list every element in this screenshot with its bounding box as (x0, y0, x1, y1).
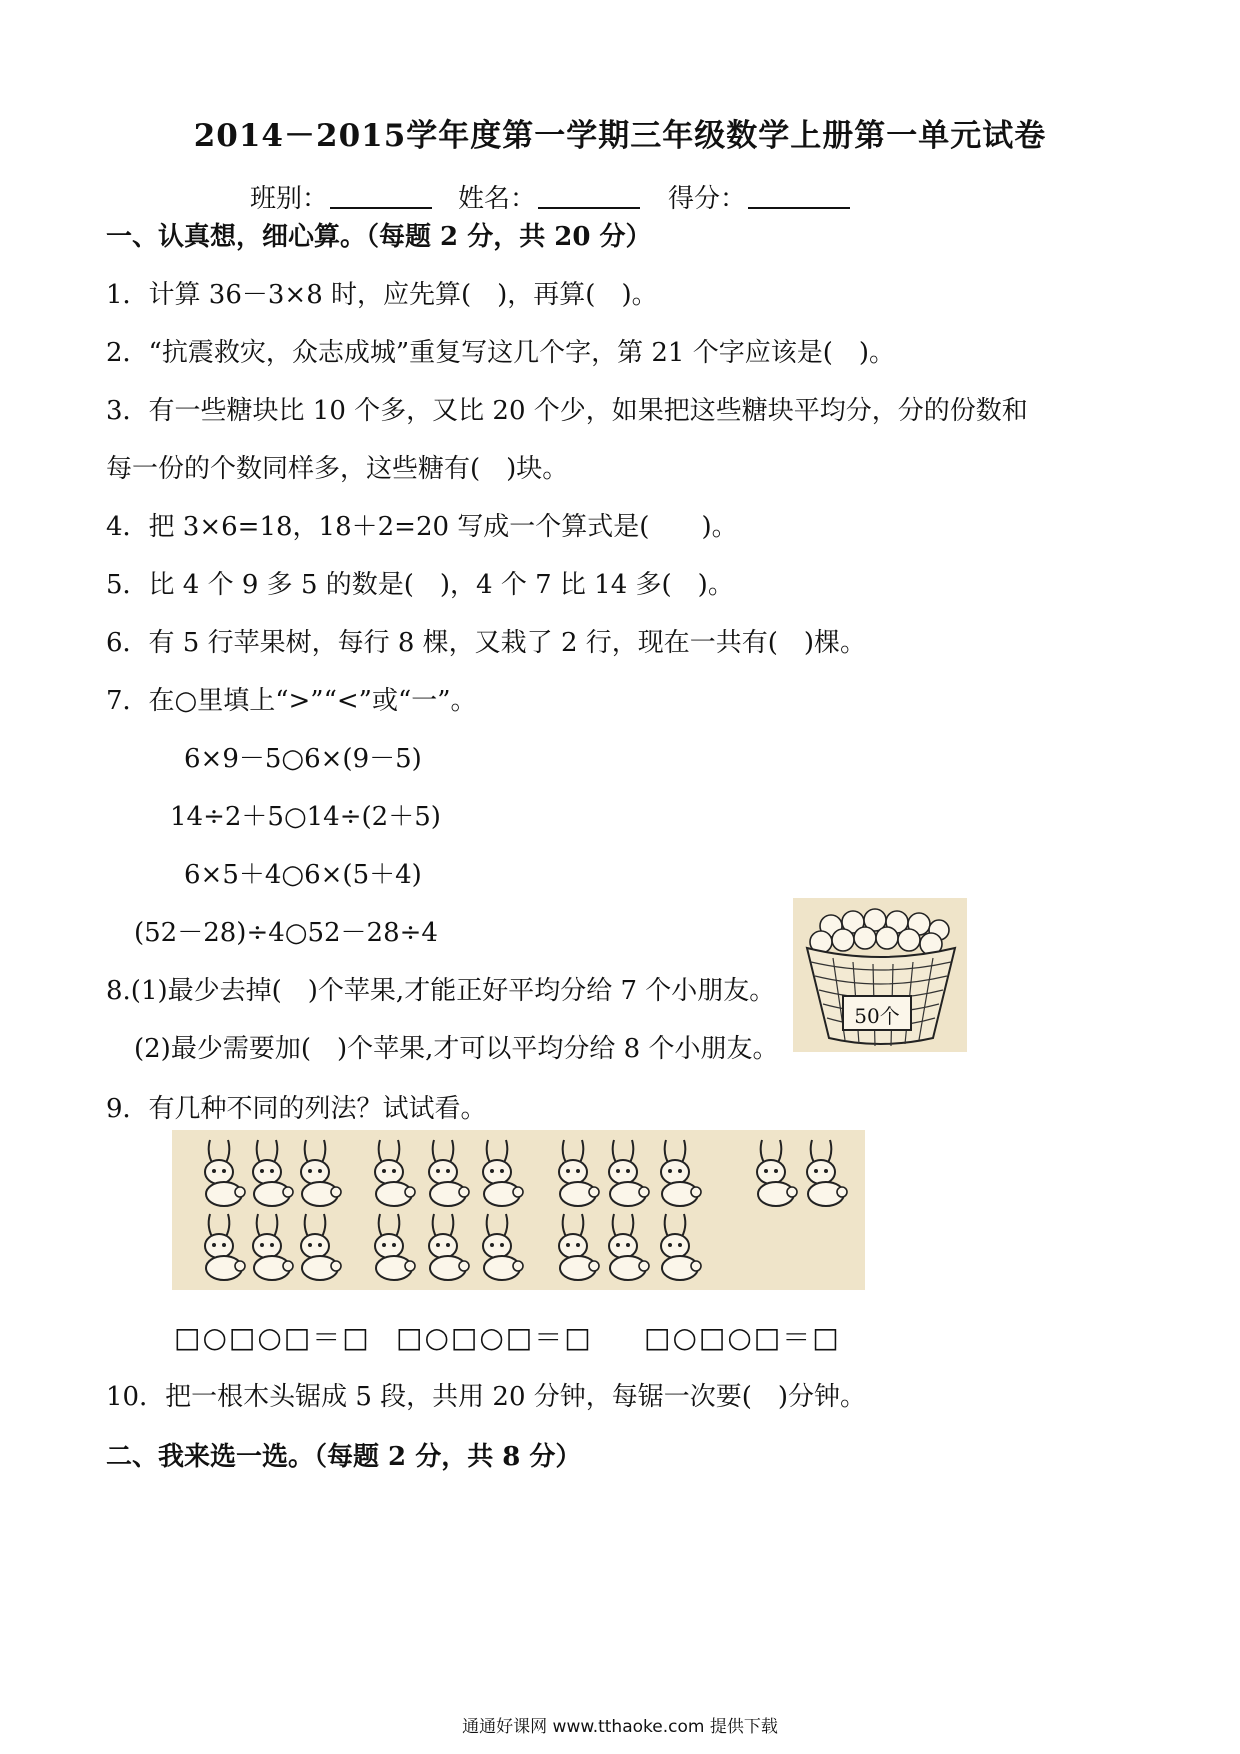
question-3-line-2: 每一份的个数同样多，这些糖有( )块。 (106, 454, 569, 484)
section-1-heading: 一、认真想，细心算。（每题 2 分，共 20 分） (106, 222, 652, 252)
question-1: 1．计算 36－3×8 时，应先算( )，再算( )。 (106, 280, 658, 310)
question-3-line-1: 3．有一些糖块比 10 个多，又比 20 个少，如果把这些糖块平均分，分的份数和 (106, 396, 1028, 426)
section-2-heading: 二、我来选一选。（每题 2 分，共 8 分） (106, 1442, 582, 1472)
question-5: 5．比 4 个 9 多 5 的数是( )，4 个 7 比 14 多( )。 (106, 570, 734, 600)
name-label: 姓名： (458, 184, 537, 214)
footer-credit: 通通好课网 www.tthaoke.com 提供下载 (462, 1717, 778, 1737)
rabbits-illustration (172, 1130, 865, 1290)
question-4: 4．把 3×6=18，18＋2=20 写成一个算式是( )。 (106, 512, 738, 542)
question-6: 6．有 5 行苹果树，每行 8 棵，又栽了 2 行，现在一共有( )棵。 (106, 628, 867, 658)
question-8-part-2: (2)最少需要加( )个苹果,才可以平均分给 8 个小朋友。 (134, 1034, 779, 1064)
compare-expression-1: 6×9－5○6×(9－5) (184, 744, 422, 774)
question-2: 2．“抗震救灾，众志成城”重复写这几个字，第 21 个字应该是( )。 (106, 338, 896, 368)
class-blank[interactable] (330, 207, 432, 209)
name-blank[interactable] (538, 207, 640, 209)
compare-expression-2: 14÷2＋5○14÷(2＋5) (170, 802, 441, 832)
question-9: 9．有几种不同的列法？试试看。 (106, 1094, 487, 1124)
compare-expression-3: 6×5＋4○6×(5＋4) (184, 860, 422, 890)
formula-blank-1[interactable]: □○□○□＝□ (174, 1321, 371, 1354)
apple-basket-figure (793, 898, 967, 1052)
question-10: 10．把一根木头锯成 5 段，共用 20 分钟，每锯一次要( )分钟。 (106, 1382, 867, 1412)
question-7: 7．在○里填上“>”“<”或“一”。 (106, 686, 477, 716)
formula-blank-2[interactable]: □○□○□＝□ (396, 1321, 593, 1354)
question-8-part-1: 8.(1)最少去掉( )个苹果,才能正好平均分给 7 个小朋友。 (106, 976, 776, 1006)
basket-label: 50个 (854, 1004, 900, 1028)
formula-blank-3[interactable]: □○□○□＝□ (644, 1321, 841, 1354)
score-blank[interactable] (748, 207, 850, 209)
page-title: 2014－2015学年度第一学期三年级数学上册第一单元试卷 (193, 118, 1047, 154)
score-label: 得分： (668, 184, 747, 214)
class-label: 班别： (250, 184, 329, 214)
compare-expression-4: (52－28)÷4○52－28÷4 (134, 918, 438, 948)
rabbits-figure (172, 1130, 865, 1290)
